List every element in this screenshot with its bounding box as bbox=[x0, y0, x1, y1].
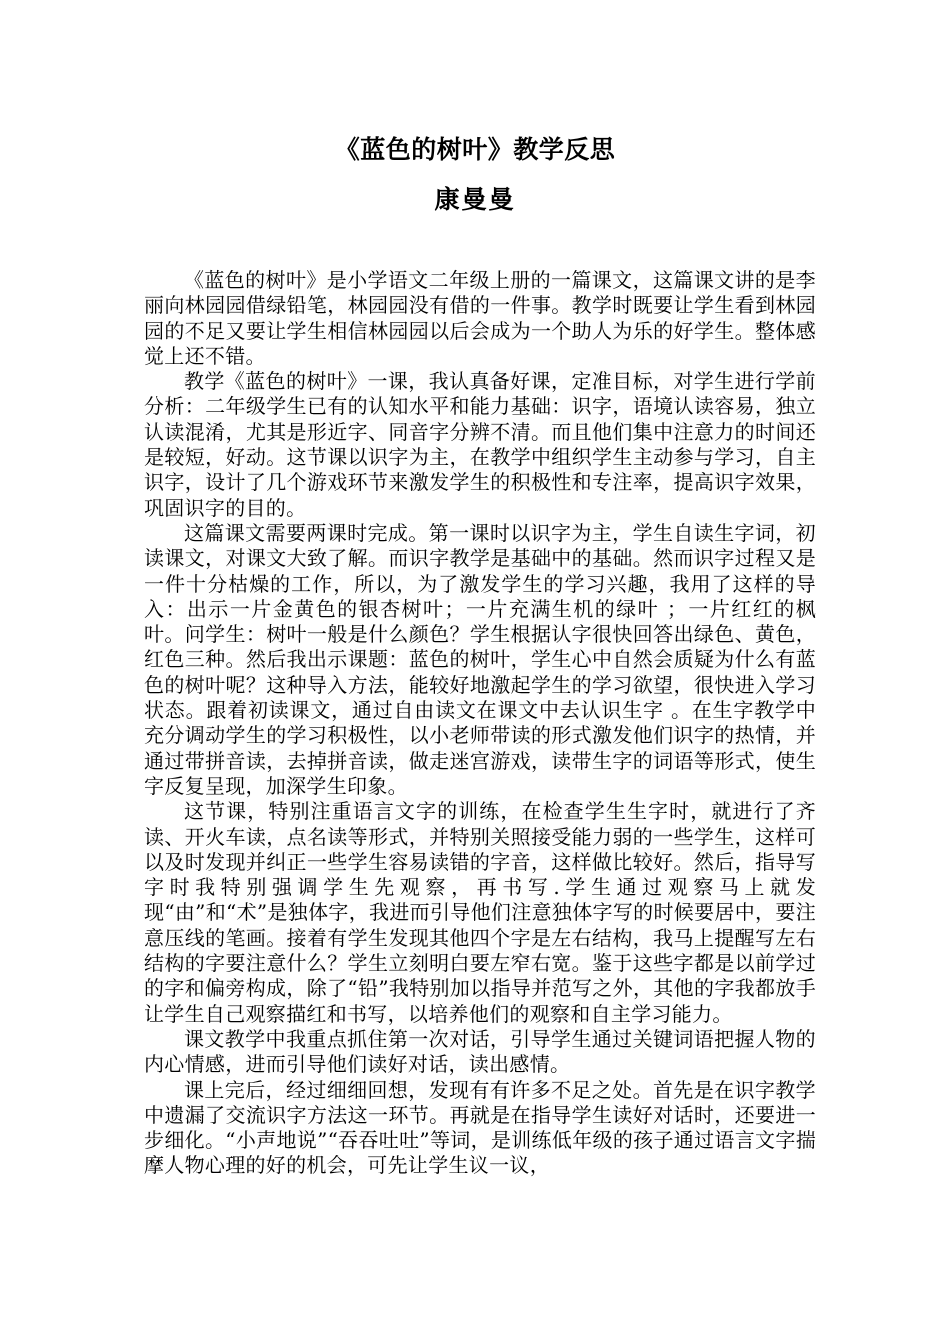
document-author: 康曼曼 bbox=[434, 185, 516, 214]
paragraph-reflection: 课上完后，经过细细回想，发现有有许多不足之处。首先是在识字教学中遗漏了交流识字方法这一环节。再就是在指导学生读好对话时，还要进一步细化。“小声地说”“吞吞吐吐”等词，是训练低年级的孩子通过语言文字揣摩人物心理的好的机会，可先让学生议一议， bbox=[144, 1077, 816, 1178]
paragraph-language-training: 这节课，特别注重语言文字的训练，在检查学生生字时，就进行了齐读、开火车读，点名读等形式，并特别关照接受能力弱的一些学生，这样可以及时发现并纠正一些学生容易读错的字音，这样做比较好。然后，指导写字时我特别强调学生先观察，再书写.学生通过观察马上就发现“由”和“术”是独体字，我进而引导他们注意独体字写的时候要居中，要注意压线的笔画。接着有学生发现其他四个字是左右结构，我马上提醒写左右结构的字要注意什么？学生立刻明白要左窄右宽。鉴于这些字都是以前学过的字和偏旁构成，除了“铅”我特别加以指导并范写之外，其他的字我都放手让学生自己观察描红和书写，以培养他们的观察和自主学习能力。 bbox=[144, 799, 816, 1026]
paragraph-preparation: 教学《蓝色的树叶》一课，我认真备好课，定准目标，对学生进行学前分析：二年级学生已有的认知水平和能力基础：识字，语境认读容易，独立认读混淆，尤其是形近字、同音字分辨不清。而且他们集中注意力的时间还是较短，好动。这节课以识字为主，在教学中组织学生主动参与学习，自主识字，设计了几个游戏环节来激发学生的积极性和专注率，提高识字效果，巩固识字的目的。 bbox=[144, 369, 816, 520]
document-body bbox=[144, 268, 816, 1179]
paragraph-intro: 《蓝色的树叶》是小学语文二年级上册的一篇课文，这篇课文讲的是李丽向林园园借绿铅笔，林园园没有借的一件事。教学时既要让学生看到林园园的不足又要让学生相信林园园以后会成为一个助人为乐的好学生。整体感觉上还不错。 bbox=[144, 268, 816, 368]
document-title: 《蓝色的树叶》教学反思 bbox=[334, 135, 616, 164]
paragraph-dialogue-teaching: 课文教学中我重点抓住第一次对话，引导学生通过关键词语把握人物的内心情感，进而引导他们读好对话，读出感情。 bbox=[144, 1026, 816, 1077]
paragraph-first-lesson: 这篇课文需要两课时完成。第一课时以识字为主，学生自读生字词，初读课文，对课文大致了解。而识字教学是基础中的基础。然而识字过程又是一件十分枯燥的工作，所以，为了激发学生的学习兴趣，我用了这样的导入：出示一片金黄色的银杏树叶；一片充满生机的绿叶 ；一片红红的枫叶。问学生：树叶一般是什么颜色？学生根据认字很快回答出绿色、黄色，红色三种。然后我出示课题：蓝色的树叶，学生心中自然会质疑为什么有蓝色的树叶呢？这种导入方法，能较好地激起学生的学习欲望，很快进入学习状态。跟着初读课文，通过自由读文在课文中去认识生字 。在生字教学中充分调动学生的学习积极性，以小老师带读的形式激发他们识字的热情，并通过带拼音读，去掉拼音读，做走迷宫游戏，读带生字的词语等形式，使生字反复呈现，加深学生印象。 bbox=[144, 520, 816, 798]
